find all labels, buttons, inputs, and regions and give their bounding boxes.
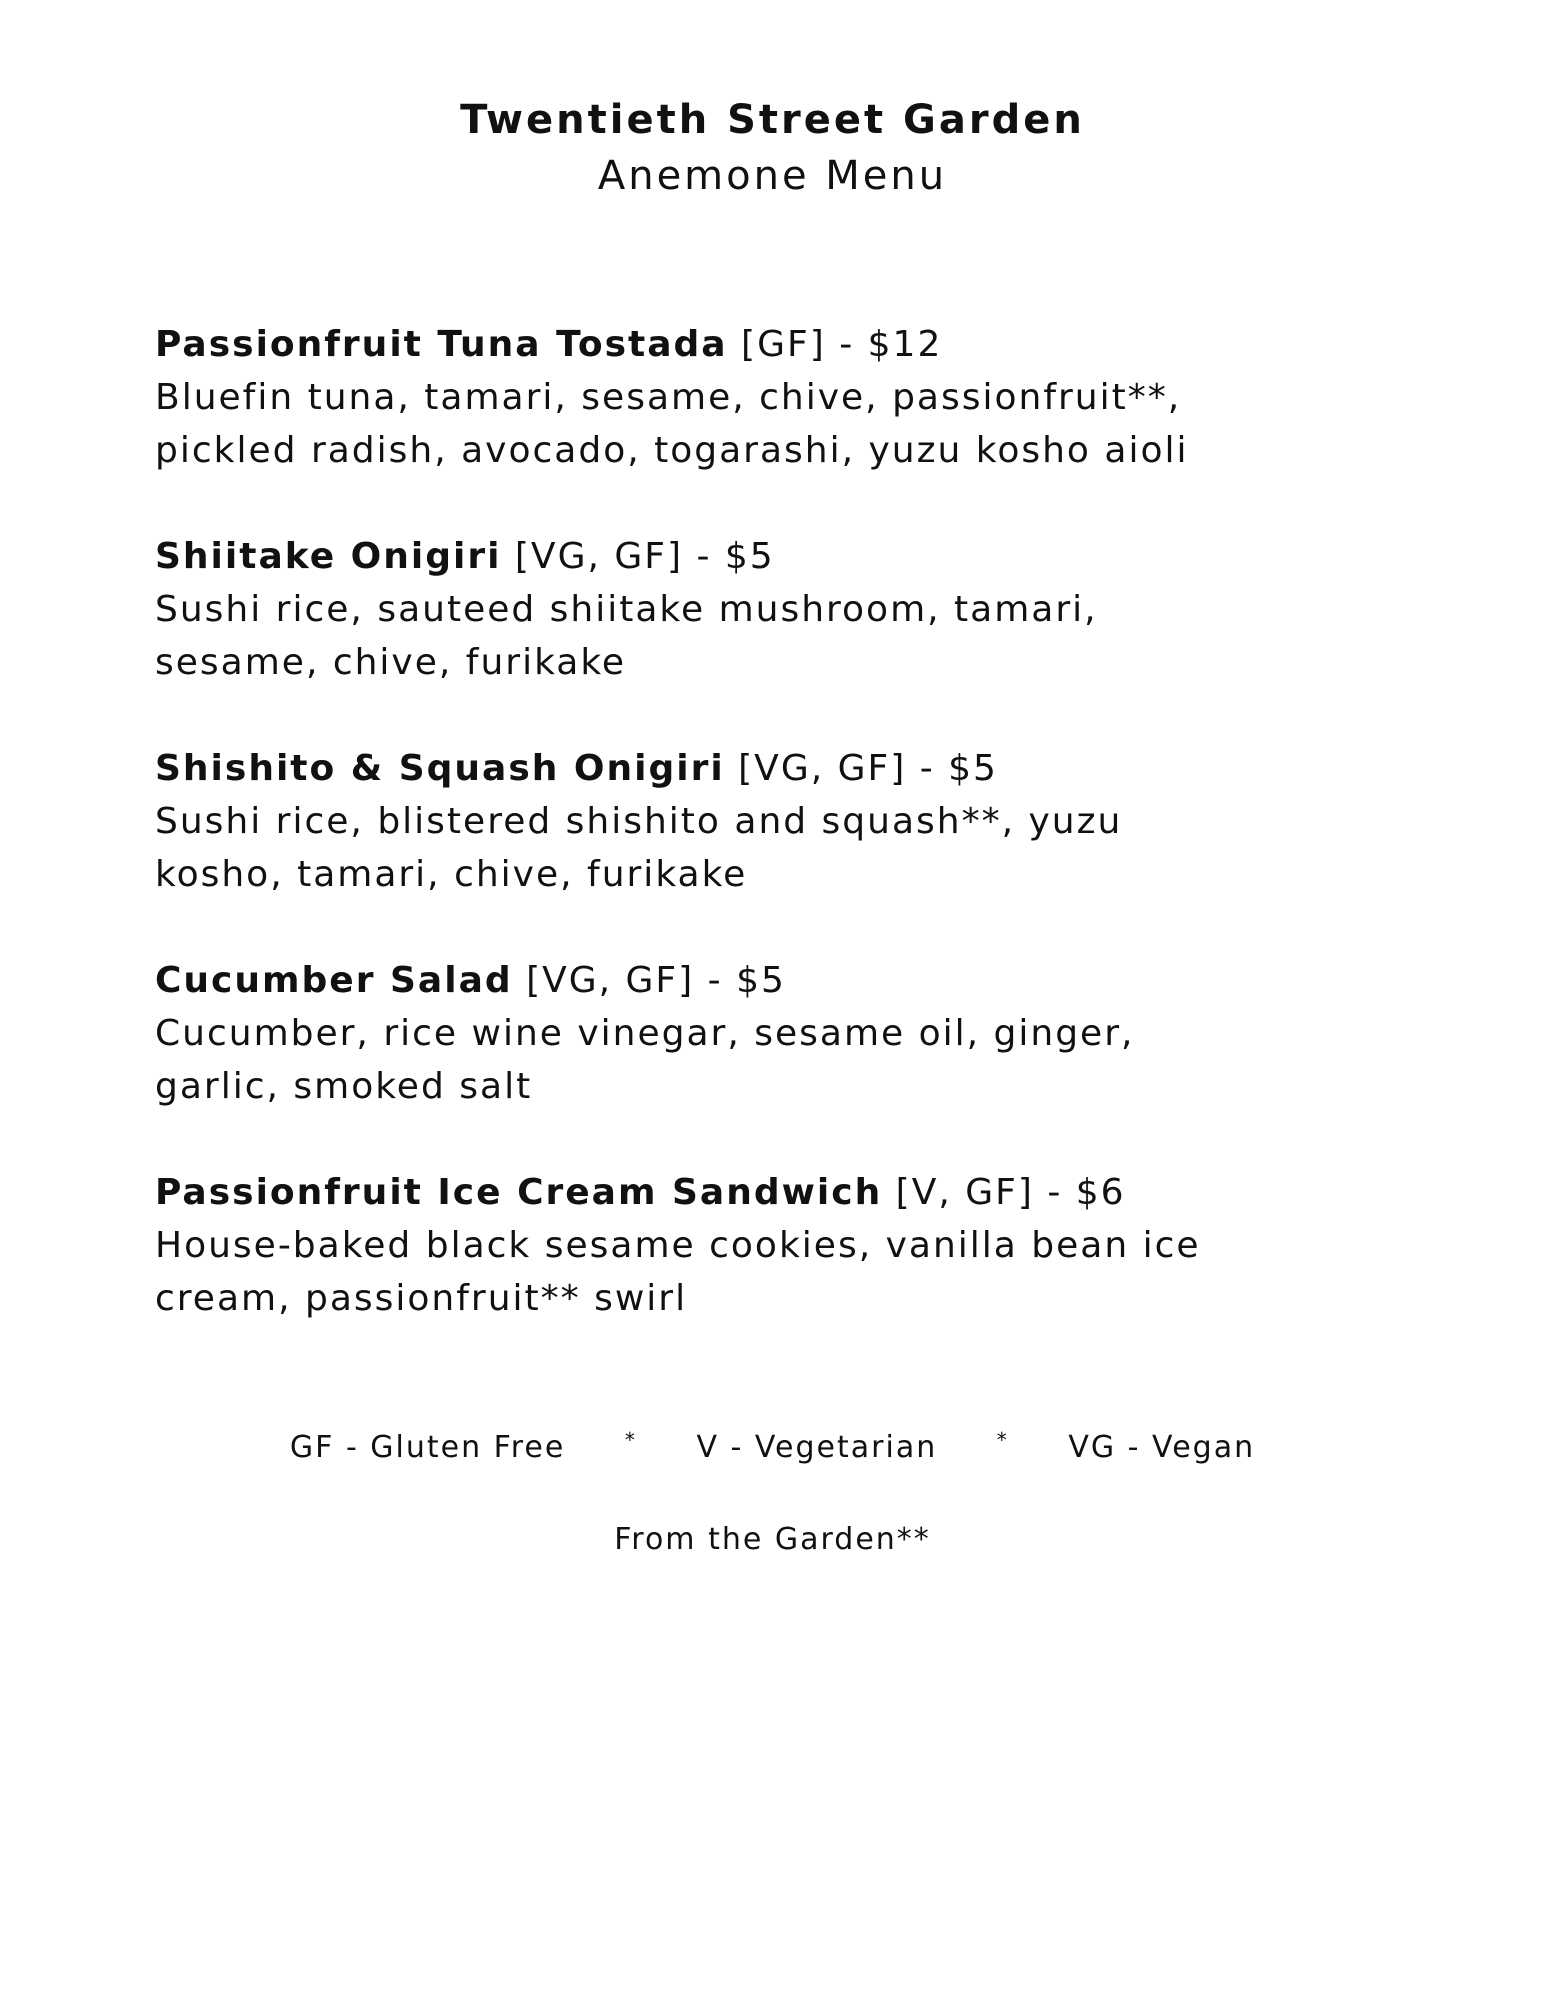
menu-item-description-line: sesame, chive, furikake xyxy=(155,642,627,683)
menu-item-name: Cucumber Salad xyxy=(155,960,513,1001)
menu-item-tags: [VG, GF] xyxy=(738,748,907,789)
menu-item-separator: - xyxy=(919,748,935,789)
menu-item-separator: - xyxy=(707,960,723,1001)
menu-header xyxy=(0,92,1545,204)
menu-item-price: $12 xyxy=(867,324,943,365)
legend-bullet: * xyxy=(996,1428,1009,1452)
menu-item-tags: [GF] xyxy=(741,324,826,365)
menu-item-tags: [V, GF] xyxy=(895,1172,1034,1213)
menu-item-price: $5 xyxy=(948,748,998,789)
menu-item-separator: - xyxy=(839,324,855,365)
menu-item-name: Shiitake Onigiri xyxy=(155,536,502,577)
menu-item-separator: - xyxy=(696,536,712,577)
menu-item-description-line: Cucumber, rice wine vinegar, sesame oil, ginger, xyxy=(155,1013,1135,1054)
menu-item-title xyxy=(155,742,1405,795)
menu-item-title xyxy=(155,954,1405,1007)
menu-item-name: Passionfruit Ice Cream Sandwich xyxy=(155,1172,883,1213)
menu-item-description-line: kosho, tamari, chive, furikake xyxy=(155,854,748,895)
menu-item-title xyxy=(155,530,1405,583)
menu-item-description-line: House-baked black sesame cookies, vanilla bean ice xyxy=(155,1225,1201,1266)
restaurant-name: Twentieth Street Garden xyxy=(460,97,1085,143)
menu-item-separator: - xyxy=(1047,1172,1063,1213)
menu-item xyxy=(155,1166,1405,1325)
menu-item-description-line: cream, passionfruit** swirl xyxy=(155,1278,688,1319)
menu-item-tags: [VG, GF] xyxy=(514,536,683,577)
garden-footnote: From the Garden** xyxy=(614,1522,931,1557)
legend-bullet: * xyxy=(624,1428,637,1452)
menu-item-price: $6 xyxy=(1075,1172,1126,1213)
menu-item-tags: [VG, GF] xyxy=(526,960,695,1001)
legend-entry-vegetarian: V - Vegetarian xyxy=(696,1430,938,1465)
dietary-legend xyxy=(0,1428,1545,1470)
menu-item xyxy=(155,742,1405,901)
menu-item xyxy=(155,318,1405,477)
menu-item-description-line: Sushi rice, sauteed shiitake mushroom, tamari, xyxy=(155,589,1098,630)
menu-item-title xyxy=(155,1166,1405,1219)
menu-item-price: $5 xyxy=(736,960,786,1001)
menu-item-title xyxy=(155,318,1405,371)
menu-item-name: Passionfruit Tuna Tostada xyxy=(155,324,728,365)
menu-item-description-line: Bluefin tuna, tamari, sesame, chive, passionfruit**, xyxy=(155,377,1182,418)
menu-item xyxy=(155,530,1405,689)
legend-entry-vegan: VG - Vegan xyxy=(1068,1430,1256,1465)
menu-item-description-line: garlic, smoked salt xyxy=(155,1066,533,1107)
legend-entry-gluten-free: GF - Gluten Free xyxy=(289,1430,566,1465)
menu-item-description-line: Sushi rice, blistered shishito and squash**, yuzu xyxy=(155,801,1123,842)
menu-items-list xyxy=(155,318,1405,1378)
menu-name: Anemone Menu xyxy=(597,153,948,199)
menu-item-name: Shishito & Squash Onigiri xyxy=(155,748,725,789)
menu-item-description-line: pickled radish, avocado, togarashi, yuzu kosho aioli xyxy=(155,430,1189,471)
menu-item-price: $5 xyxy=(724,536,775,577)
menu-item xyxy=(155,954,1405,1113)
